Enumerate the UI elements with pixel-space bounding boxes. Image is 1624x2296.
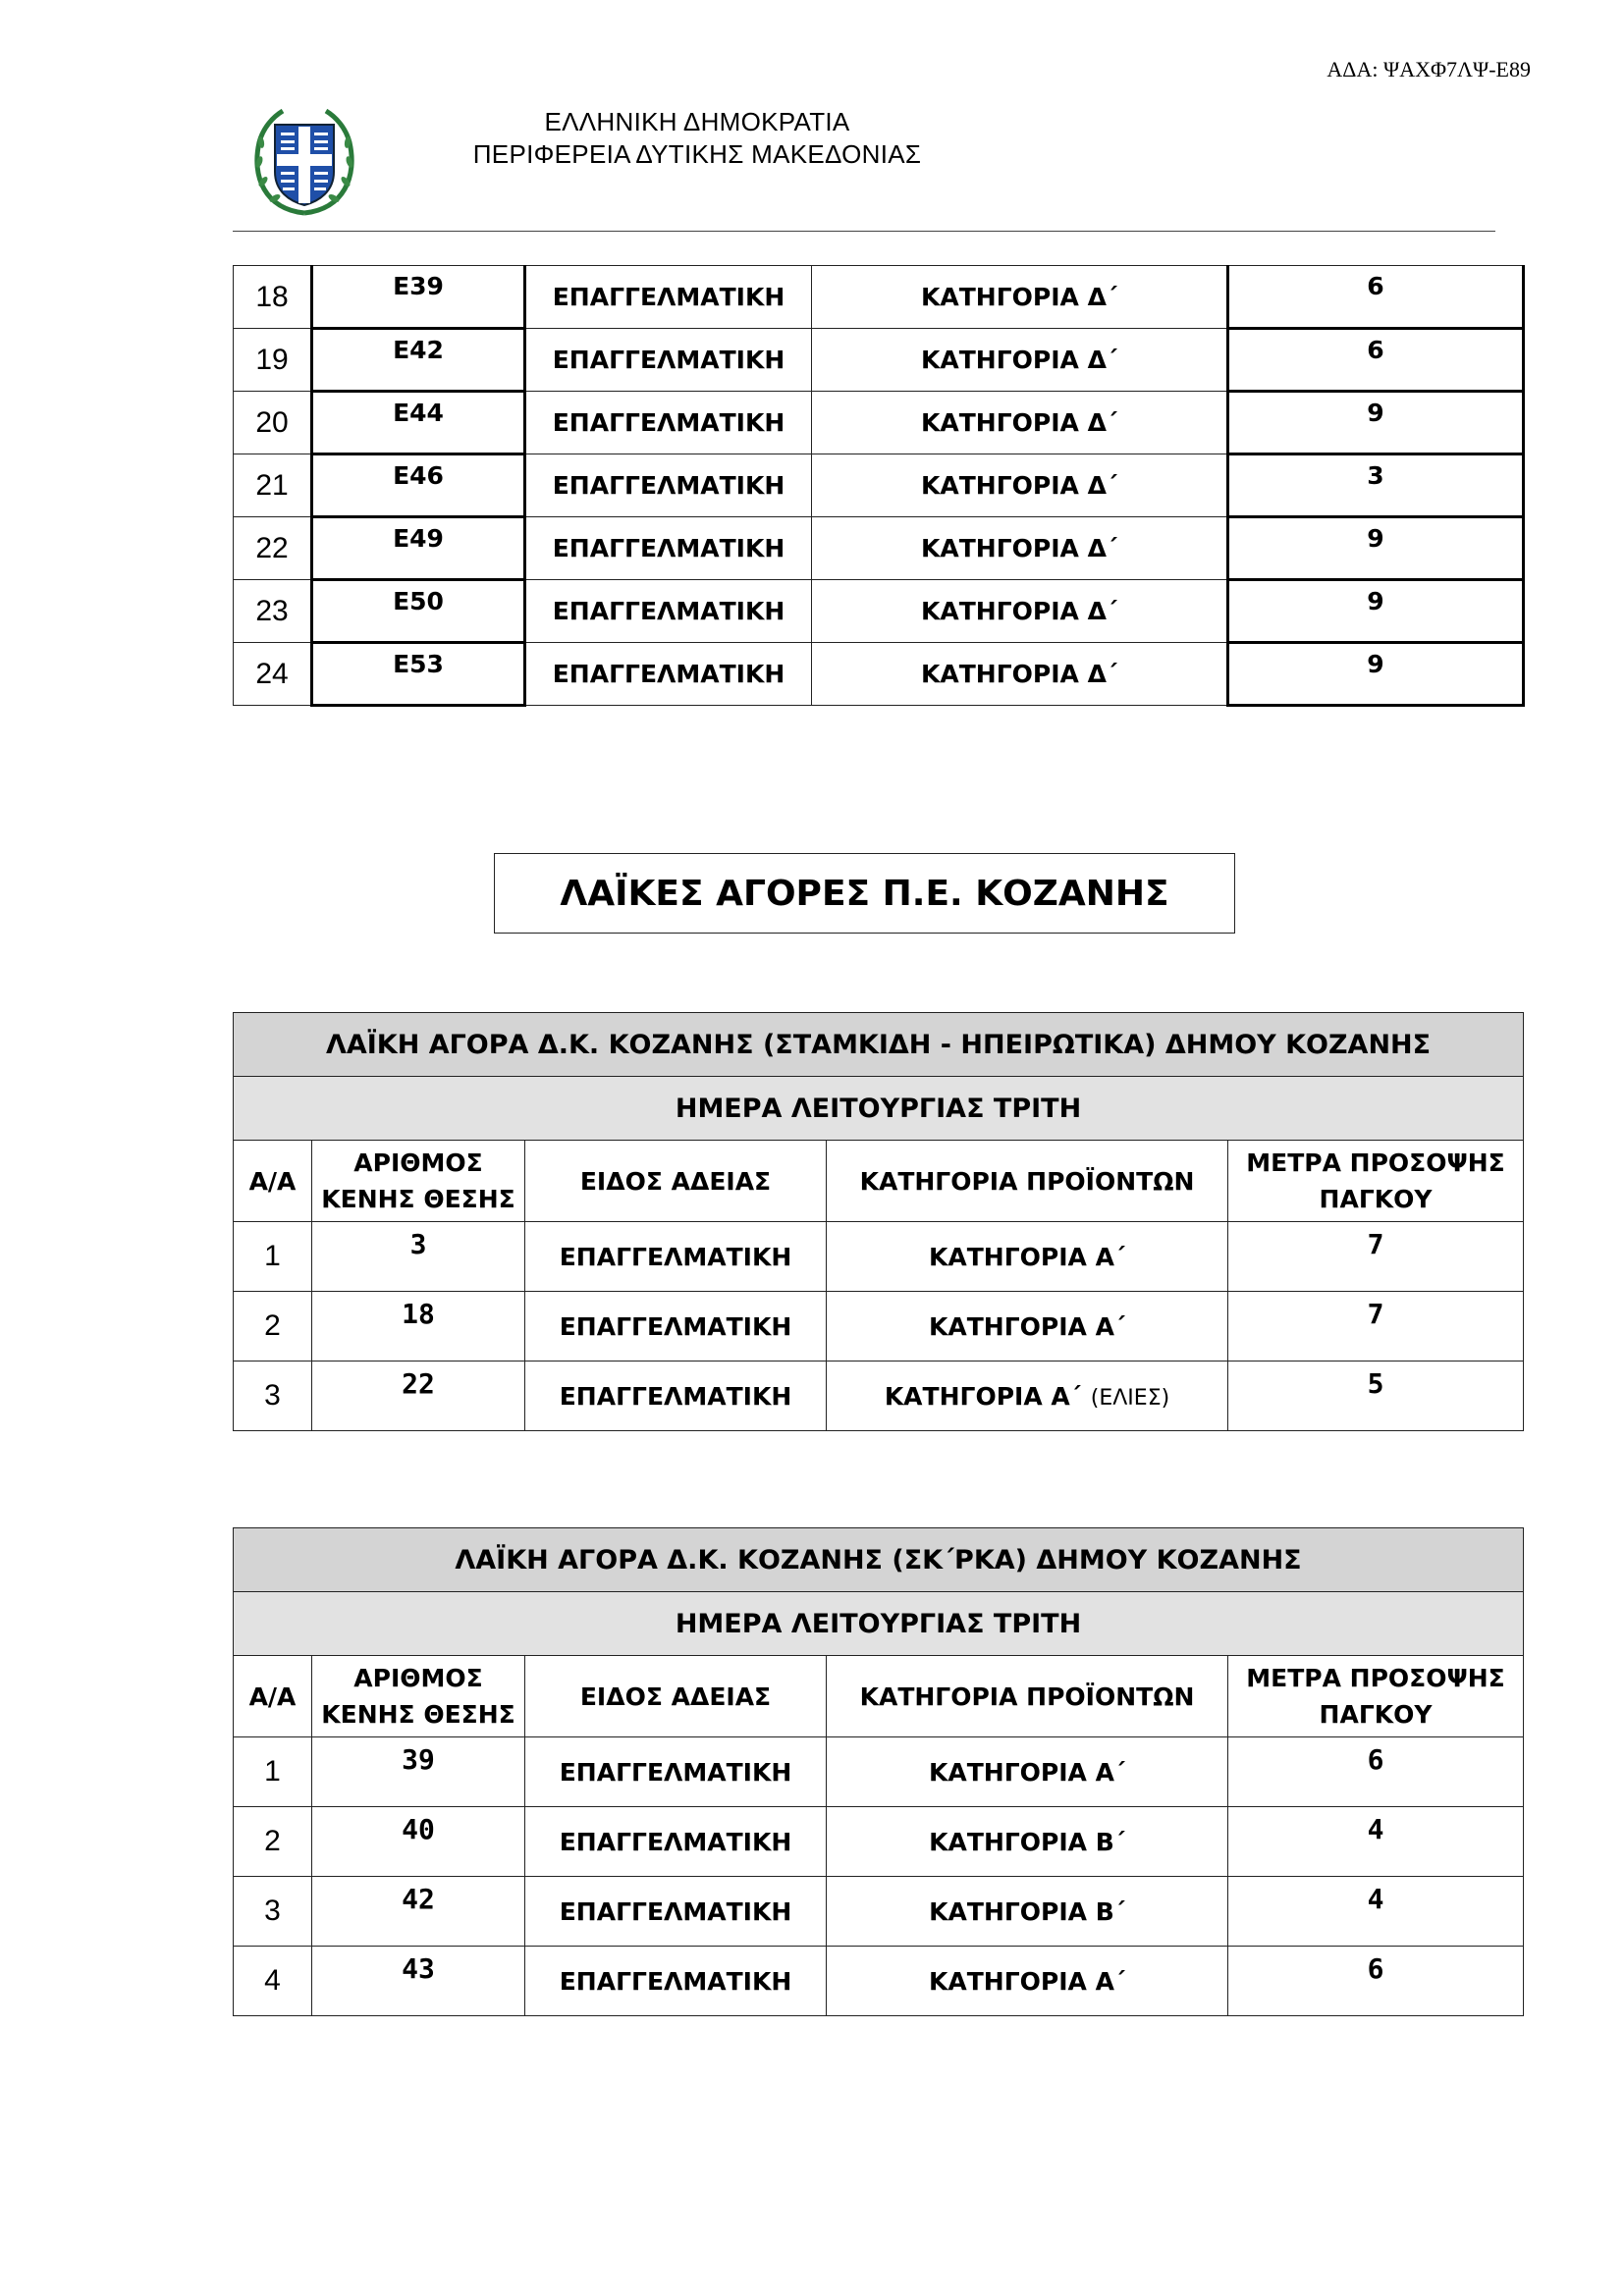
stall-meters: 6	[1228, 266, 1524, 329]
table-row	[234, 1292, 1524, 1362]
row-number: 2	[234, 1807, 312, 1877]
stall-meters: 3	[1228, 454, 1524, 517]
license-type: ΕΠΑΓΓΕΛΜΑΤΙΚΗ	[525, 1947, 827, 2016]
stall-meters: 7	[1228, 1222, 1524, 1292]
vacancy-number: Ε46	[312, 454, 525, 517]
category-label: ΚΑΤΗΓΟΡΙΑ Α΄	[884, 1381, 1081, 1411]
license-type: ΕΠΑΓΓΕΛΜΑΤΙΚΗ	[525, 643, 812, 706]
product-category	[827, 1877, 1228, 1947]
header-line-2: ΠΕΡΙΦΕΡΕΙΑ ΔΥΤΙΚΗΣ ΜΑΚΕΔΟΝΙΑΣ	[472, 139, 922, 169]
category-label: ΚΑΤΗΓΟΡΙΑ Α΄	[929, 1757, 1125, 1787]
vacancy-number: 40	[312, 1807, 525, 1877]
row-number: 18	[234, 266, 312, 329]
license-type: ΕΠΑΓΓΕΛΜΑΤΙΚΗ	[525, 1877, 827, 1947]
product-category: ΚΑΤΗΓΟΡΙΑ Δ΄	[812, 643, 1228, 706]
license-type: ΕΠΑΓΓΕΛΜΑΤΙΚΗ	[525, 1222, 827, 1292]
ada-code: ΑΔΑ: ΨΑΧΦ7ΛΨ-Ε89	[1326, 57, 1531, 81]
stall-meters: 4	[1228, 1807, 1524, 1877]
table-row	[234, 454, 1524, 517]
license-type: ΕΠΑΓΓΕΛΜΑΤΙΚΗ	[525, 1362, 827, 1431]
table-row	[234, 1877, 1524, 1947]
stall-meters: 9	[1228, 580, 1524, 643]
category-label: ΚΑΤΗΓΟΡΙΑ Β΄	[929, 1896, 1125, 1926]
vacancy-number: Ε50	[312, 580, 525, 643]
stall-meters: 9	[1228, 517, 1524, 580]
column-header-stall-meters: ΜΕΤΡΑ ΠΡΟΣΟΨΗΣ ΠΑΓΚΟΥ	[1228, 1141, 1524, 1222]
stall-meters: 4	[1228, 1877, 1524, 1947]
product-category	[827, 1947, 1228, 2016]
market-name: ΛΑΪΚΗ ΑΓΟΡΑ Δ.Κ. ΚΟΖΑΝΗΣ (ΣΤΑΜΚΙΔΗ - ΗΠΕΙΡΩΤΙΚΑ) ΔΗΜΟΥ ΚΟΖΑΝΗΣ	[234, 1013, 1524, 1077]
product-category: ΚΑΤΗΓΟΡΙΑ Δ΄	[812, 580, 1228, 643]
section-title: ΛΑΪΚΕΣ ΑΓΟΡΕΣ Π.Ε. ΚΟΖΑΝΗΣ	[494, 853, 1235, 934]
header-line-1: ΕΛΛΗΝΙΚΗ ΔΗΜΟΚΡΑΤΙΑ	[544, 107, 850, 136]
vacancy-number: Ε49	[312, 517, 525, 580]
stall-meters: 5	[1228, 1362, 1524, 1431]
column-header-license-type: ΕΙΔΟΣ ΑΔΕΙΑΣ	[525, 1656, 827, 1737]
column-header-aa: Α/Α	[234, 1141, 312, 1222]
product-category: ΚΑΤΗΓΟΡΙΑ Δ΄	[812, 454, 1228, 517]
product-category: ΚΑΤΗΓΟΡΙΑ Δ΄	[812, 392, 1228, 454]
row-number: 3	[234, 1362, 312, 1431]
stall-meters: 9	[1228, 392, 1524, 454]
category-label: ΚΑΤΗΓΟΡΙΑ Α΄	[929, 1311, 1125, 1341]
vacancy-number: 43	[312, 1947, 525, 2016]
vacancy-number: 18	[312, 1292, 525, 1362]
greek-coat-of-arms-icon	[245, 103, 363, 221]
row-number: 23	[234, 580, 312, 643]
license-type: ΕΠΑΓΓΕΛΜΑΤΙΚΗ	[525, 517, 812, 580]
product-category	[827, 1292, 1228, 1362]
license-type: ΕΠΑΓΓΕΛΜΑΤΙΚΗ	[525, 1807, 827, 1877]
row-number: 24	[234, 643, 312, 706]
vacancy-number: Ε42	[312, 329, 525, 392]
table-row	[234, 266, 1524, 329]
market-name: ΛΑΪΚΗ ΑΓΟΡΑ Δ.Κ. ΚΟΖΑΝΗΣ (ΣΚ΄ΡΚΑ) ΔΗΜΟΥ ΚΟΖΑΝΗΣ	[234, 1528, 1524, 1592]
stall-meters: 9	[1228, 643, 1524, 706]
row-number: 19	[234, 329, 312, 392]
column-header-license-type: ΕΙΔΟΣ ΑΔΕΙΑΣ	[525, 1141, 827, 1222]
row-number: 3	[234, 1877, 312, 1947]
stall-meters: 6	[1228, 329, 1524, 392]
license-type: ΕΠΑΓΓΕΛΜΑΤΙΚΗ	[525, 580, 812, 643]
license-type: ΕΠΑΓΓΕΛΜΑΤΙΚΗ	[525, 392, 812, 454]
category-label: ΚΑΤΗΓΟΡΙΑ Α΄	[929, 1966, 1125, 1996]
table-row	[234, 1737, 1524, 1807]
category-label: ΚΑΤΗΓΟΡΙΑ Α΄	[929, 1242, 1125, 1271]
market-day: ΗΜΕΡΑ ΛΕΙΤΟΥΡΓΙΑΣ ΤΡΙΤΗ	[234, 1077, 1524, 1141]
row-number: 2	[234, 1292, 312, 1362]
product-category	[827, 1737, 1228, 1807]
license-type: ΕΠΑΓΓΕΛΜΑΤΙΚΗ	[525, 266, 812, 329]
row-number: 20	[234, 392, 312, 454]
table-row	[234, 1947, 1524, 2016]
row-number: 22	[234, 517, 312, 580]
category-note: (ΕΛΙΕΣ)	[1090, 1385, 1170, 1411]
column-header-number: ΑΡΙΘΜΟΣ ΚΕΝΗΣ ΘΕΣΗΣ	[312, 1141, 525, 1222]
vacancy-number: 42	[312, 1877, 525, 1947]
license-type: ΕΠΑΓΓΕΛΜΑΤΙΚΗ	[525, 1737, 827, 1807]
column-header-product-category: ΚΑΤΗΓΟΡΙΑ ΠΡΟΪΟΝΤΩΝ	[827, 1656, 1228, 1737]
product-category	[827, 1362, 1228, 1431]
vacancy-number: Ε53	[312, 643, 525, 706]
product-category: ΚΑΤΗΓΟΡΙΑ Δ΄	[812, 329, 1228, 392]
vacancy-number: 22	[312, 1362, 525, 1431]
table-row	[234, 329, 1524, 392]
license-type: ΕΠΑΓΓΕΛΜΑΤΙΚΗ	[525, 454, 812, 517]
stall-meters: 6	[1228, 1947, 1524, 2016]
row-number: 1	[234, 1222, 312, 1292]
column-header-product-category: ΚΑΤΗΓΟΡΙΑ ΠΡΟΪΟΝΤΩΝ	[827, 1141, 1228, 1222]
table-row	[234, 1222, 1524, 1292]
row-number: 1	[234, 1737, 312, 1807]
table-row	[234, 580, 1524, 643]
license-type: ΕΠΑΓΓΕΛΜΑΤΙΚΗ	[525, 329, 812, 392]
issuer-header	[452, 106, 943, 171]
table-row	[234, 643, 1524, 706]
column-header-stall-meters: ΜΕΤΡΑ ΠΡΟΣΟΨΗΣ ΠΑΓΚΟΥ	[1228, 1656, 1524, 1737]
stall-meters: 6	[1228, 1737, 1524, 1807]
vacancy-number: Ε44	[312, 392, 525, 454]
vacancy-number: 3	[312, 1222, 525, 1292]
market-day: ΗΜΕΡΑ ΛΕΙΤΟΥΡΓΙΑΣ ΤΡΙΤΗ	[234, 1592, 1524, 1656]
market-table-skrka	[233, 1527, 1524, 2016]
vacancy-number: Ε39	[312, 266, 525, 329]
stall-meters: 7	[1228, 1292, 1524, 1362]
license-type: ΕΠΑΓΓΕΛΜΑΤΙΚΗ	[525, 1292, 827, 1362]
category-label: ΚΑΤΗΓΟΡΙΑ Β΄	[929, 1827, 1125, 1856]
table-row	[234, 1807, 1524, 1877]
column-header-aa: Α/Α	[234, 1656, 312, 1737]
header-divider	[233, 231, 1495, 232]
product-category: ΚΑΤΗΓΟΡΙΑ Δ΄	[812, 517, 1228, 580]
table-row	[234, 517, 1524, 580]
row-number: 21	[234, 454, 312, 517]
product-category	[827, 1222, 1228, 1292]
column-header-number: ΑΡΙΘΜΟΣ ΚΕΝΗΣ ΘΕΣΗΣ	[312, 1656, 525, 1737]
table-row	[234, 1362, 1524, 1431]
market-table-stamkidi	[233, 1012, 1524, 1431]
table-row	[234, 392, 1524, 454]
row-number: 4	[234, 1947, 312, 2016]
product-category: ΚΑΤΗΓΟΡΙΑ Δ΄	[812, 266, 1228, 329]
continued-vacancies-table	[233, 265, 1525, 707]
product-category	[827, 1807, 1228, 1877]
vacancy-number: 39	[312, 1737, 525, 1807]
